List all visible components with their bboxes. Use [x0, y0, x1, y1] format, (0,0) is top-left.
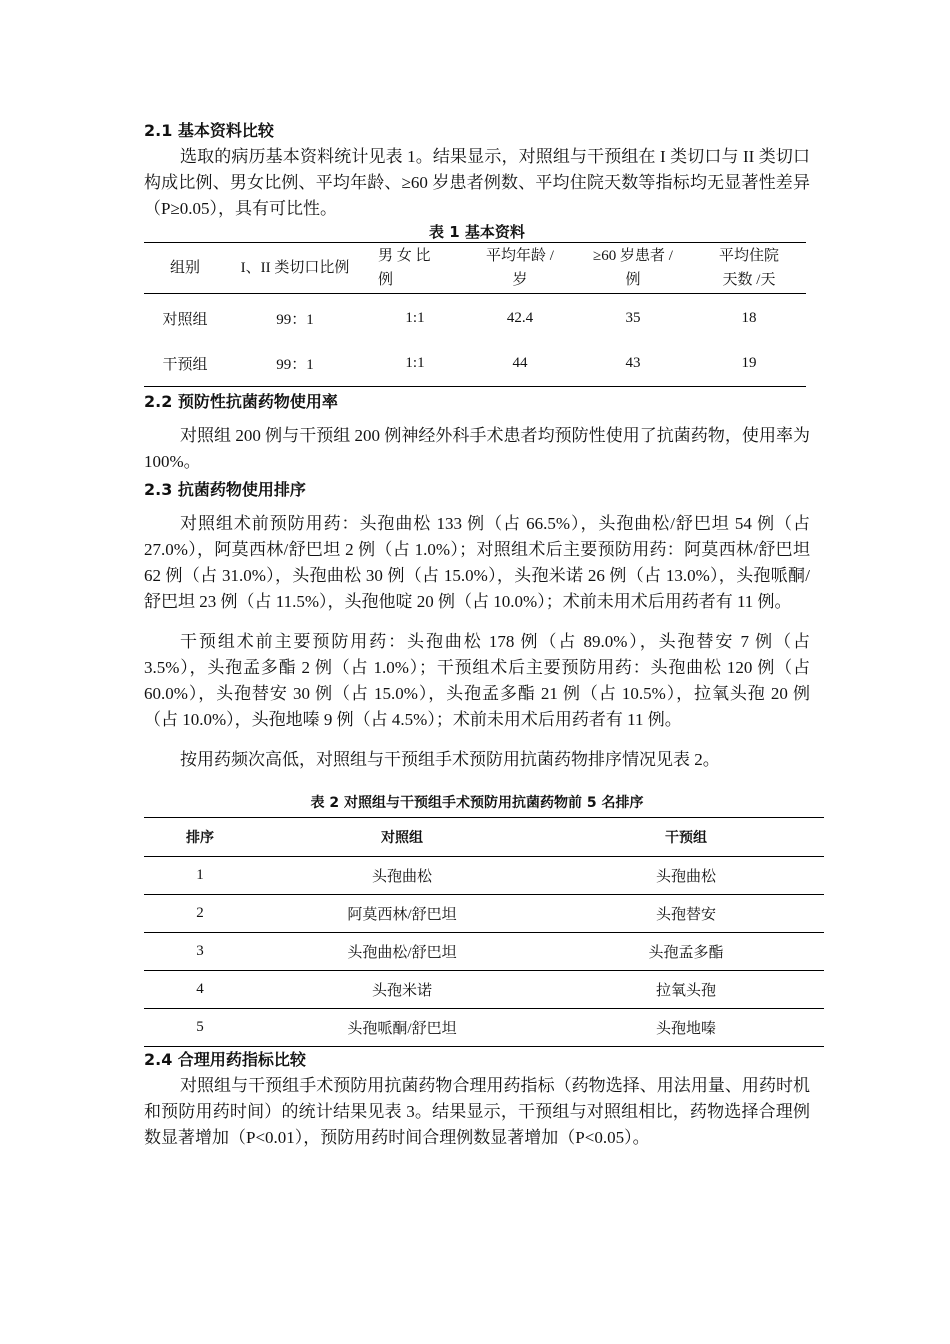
table1-basic-data [144, 242, 806, 387]
table-cell: 头孢地嗪 [548, 1009, 824, 1047]
table-cell: 头孢曲松 [256, 857, 548, 895]
table-cell: 5 [144, 1009, 256, 1047]
table-cell: 99：1 [276, 357, 314, 373]
table-row [144, 933, 824, 971]
document-page [144, 118, 810, 1151]
table-cell: 19 [741, 355, 757, 371]
paragraph-2-2: 对照组 200 例与干预组 200 例神经外科手术患者均预防性使用了抗菌药物，使用率为 100%。 [144, 426, 810, 471]
table-cell: 对照组 [162, 312, 208, 328]
table-cell: 99：1 [276, 312, 314, 328]
table-cell: 1:1 [405, 310, 425, 326]
table-cell: 44 [512, 355, 528, 371]
table-cell: 4 [144, 971, 256, 1009]
table-cell: 43 [625, 355, 641, 371]
paragraph-2-4: 对照组与干预组手术预防用抗菌药物合理用药指标（药物选择、用法用量、用药时机和预防用药时间）的统计结果见表 3。结果显示，干预组与对照组相比，药物选择合理例数显著增加（P<0.01），预防用药时间合理例数显著增加（P<0.05）。 [144, 1076, 810, 1147]
paragraph-2-1: 选取的病历基本资料统计见表 1。结果显示，对照组与干预组在 I 类切口与 II 类切口构成比例、男女比例、平均年龄、≥60 岁患者例数、平均住院天数等指标均无显著性差异（P≥0.05），具有可比性。 [144, 147, 810, 218]
table-cell: 头孢孟多酯 [548, 933, 824, 971]
table2-caption: 表 2 对照组与干预组手术预防用抗菌药物前 5 名排序 [310, 795, 644, 811]
table-cell: 头孢哌酮/舒巴坦 [256, 1009, 548, 1047]
section-heading-2-4: 2.4 合理用药指标比较 [144, 1050, 306, 1069]
table1-caption: 表 1 基本资料 [429, 223, 525, 241]
table2-ranking [144, 817, 824, 1047]
table1-header-sex-ratio: 男 女 比 例 [364, 243, 466, 294]
table-row [144, 294, 806, 342]
table-cell: 头孢曲松 [548, 857, 824, 895]
table-cell: 干预组 [162, 357, 208, 373]
table-cell: 2 [144, 895, 256, 933]
section-heading-2-1: 2.1 基本资料比较 [144, 121, 274, 140]
paragraph-2-3-control: 对照组术前预防用药：头孢曲松 133 例（占 66.5%），头孢曲松/舒巴坦 54 例（占 27.0%），阿莫西林/舒巴坦 2 例（占 1.0%）；对照组术后主要预防用药：阿莫西林/舒巴坦 62 例（占 31.0%），头孢曲松 30 例（占 15.0%），头孢米诺 26 例（占 13.0%），头孢哌酮/舒巴坦 23 例（占 11.5%），头孢他啶 20 例（占 10.0%）；术前未用术后用药者有 11 例。 [144, 514, 810, 611]
table1-header-age: 平均年龄 /岁 [466, 243, 574, 294]
table1-header-incision: I、II 类切口比例 [226, 243, 364, 294]
table2-header-rank: 排序 [144, 818, 256, 857]
table1-header-group: 组别 [144, 243, 226, 294]
table-cell: 42.4 [506, 310, 534, 326]
table-cell: 拉氧头孢 [548, 971, 824, 1009]
paragraph-2-3-intervention: 干预组术前主要预防用药：头孢曲松 178 例（占 89.0%），头孢替安 7 例（占 3.5%），头孢孟多酯 2 例（占 1.0%）；干预组术后主要预防用药：头孢曲松 120 例（占 60.0%），头孢替安 30 例（占 15.0%），头孢孟多酯 21 例（占 10.5%），拉氧头孢 20 例（占 10.0%），头孢地嗪 9 例（占 4.5%）；术前未用术后用药者有 11 例。 [144, 632, 810, 729]
table-cell: 1 [144, 857, 256, 895]
table-row [144, 857, 824, 895]
table-cell: 18 [741, 310, 757, 326]
table-cell: 1:1 [405, 355, 425, 371]
table1-header-elderly: ≥60 岁患者 /例 [574, 243, 692, 294]
table-cell: 头孢替安 [548, 895, 824, 933]
section-heading-2-3: 2.3 抗菌药物使用排序 [144, 480, 306, 499]
table-row [144, 895, 824, 933]
table-cell: 35 [625, 310, 641, 326]
table-row [144, 971, 824, 1009]
table-row [144, 1009, 824, 1047]
table-row [144, 341, 806, 387]
table-cell: 阿莫西林/舒巴坦 [256, 895, 548, 933]
table2-header-control: 对照组 [256, 818, 548, 857]
table2-header-intervention: 干预组 [548, 818, 824, 857]
table1-header-stay: 平均住院天数 /天 [692, 243, 806, 294]
table-cell: 头孢曲松/舒巴坦 [256, 933, 548, 971]
table-cell: 3 [144, 933, 256, 971]
paragraph-2-3-ranking: 按用药频次高低，对照组与干预组手术预防用抗菌药物排序情况见表 2。 [180, 750, 720, 769]
table-cell: 头孢米诺 [256, 971, 548, 1009]
section-heading-2-2: 2.2 预防性抗菌药物使用率 [144, 392, 338, 411]
